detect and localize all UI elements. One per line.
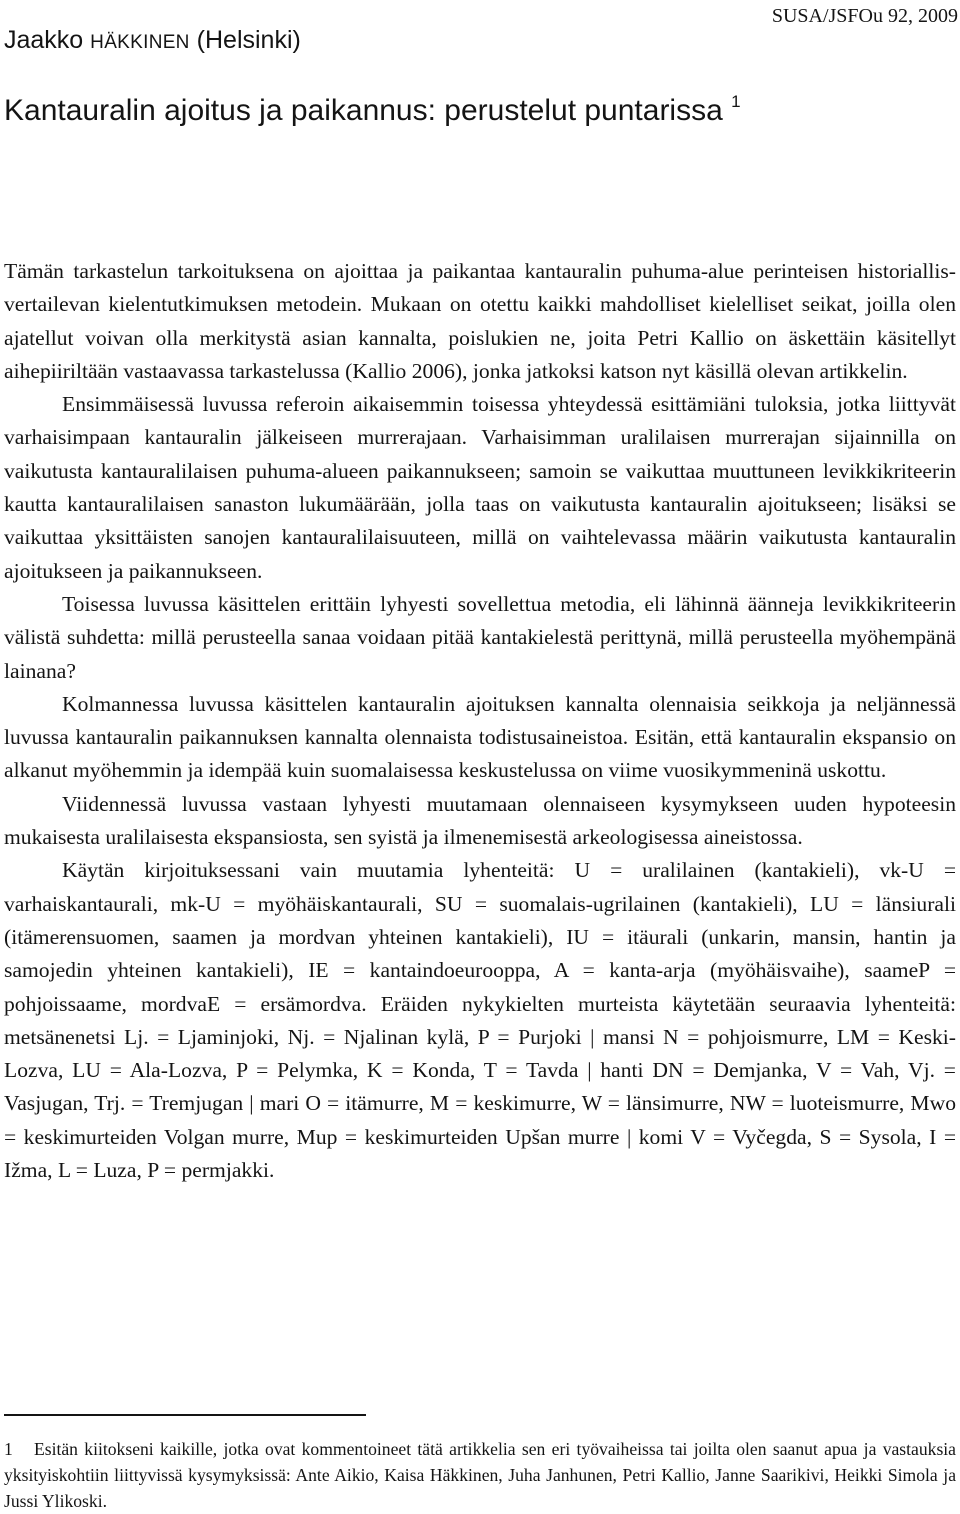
- author-line: [4, 24, 301, 59]
- footnote-text: Esitän kiitokseni kaikille, jotka ovat kommentoineet tätä artikkelia sen eri työvaiheissa tai joilta olen saanut apua ja vastauksia yksityiskohtiin liittyvissä kysymyksissä: Ante Aikio, Kaisa Häkkinen, Juha Janhunen, Petri Kallio, Janne Saarikivi, Heikki Simola ja Jussi Ylikoski.: [4, 1439, 956, 1511]
- paragraph-chapter-one: Ensimmäisessä luvussa referoin aikaisemmin toisessa yhteydessä esittämiäni tuloksia, jotka liittyvät varhaisimpaan kantauralin jälkeiseen murrerajaan. Varhaisimman uralilaisen murrerajan sijainnilla on vaikutusta kantauralilaisen puhuma-alueen paikannukseen; samoin se vaikuttaa muuttuneen levikkikriteerin kautta kantauralilaisen sanaston lukumäärään, jolla taas on vaikutusta kantauralin ajoitukseen; lisäksi se vaikuttaa yksittäisten sanojen kantauralilaisuuteen, millä on vaihtelevassa määrin vaikutusta kantauralin ajoitukseen ja paikannukseen.: [4, 392, 956, 583]
- author-first-name: Jaakko: [4, 26, 91, 54]
- paragraph-abbreviations: Käytän kirjoituksessani vain muutamia lyhenteitä: U = uralilainen (kantakieli), vk-U = varhaiskantaurali, mk-U = myöhäiskantaurali, SU = suomalais-ugrilainen (kantakieli), LU = länsiurali (itämerensuomen, saamen ja mordvan yhteinen kantakieli), IU = itäurali (unkarin, mansin, hantin ja samojedin yhteinen kantakieli), IE = kantaindoeurooppa, A = kanta-arja (myöhäisvaihe), saameP = pohjoissaame, mordvaE = ersämordva. Eräiden nykykielten murteista käytetään seuraavia lyhenteitä: metsänenetsi Lj. = Ljaminjoki, Nj. = Njalinan kylä, P = Purjoki | mansi N = pohjoismurre, LM = Keski-Lozva, LU = Ala-Lozva, P = Pelymka, K = Konda, T = Tavda | hanti DN = Demjanka, V = Vah, Vj. = Vasjugan, Trj. = Tremjugan | mari O = itämurre, M = keskimurre, W = länsimurre, NW = luoteismurre, Mwo = keskimurteiden Volgan murre, Mup = keskimurteiden Upšan murre | komi V = Vyčegda, S = Sysola, I = Ižma, L = Luza, P = permjakki.: [4, 858, 956, 1183]
- footnote-divider: [4, 1414, 366, 1416]
- paragraph-chapters-three-four: Kolmannessa luvussa käsittelen kantauralin ajoituksen kannalta olennaisia seikkoja ja neljännessä luvussa kantauralin paikannuksen kannalta olennaista todistusaineistoa. Esitän, että kantauralin ekspansio on alkanut myöhemmin ja idempää kuin suomalaisessa keskustelussa on viime vuosikymmeninä uskottu.: [4, 691, 956, 783]
- article-title: [4, 91, 741, 131]
- author-last-name: HÄKKINEN: [90, 32, 190, 53]
- paragraph-intro: Tämän tarkastelun tarkoituksena on ajoittaa ja paikantaa kantauralin puhuma-alue perinteisen historiallis-vertailevan kielentutkimuksen metodein. Mukaan on otettu kaikki mahdolliset kielelliset seikat, joilla olen ajatellut voivan olla merkitystä asian kannalta, poislukien ne, joita Petri Kallio on äskettäin käsitellyt aihepiiriltään vastaavassa tarkastelussa (Kallio 2006), jonka jatkoksi katson nyt käsillä olevan artikkelin.: [4, 259, 956, 383]
- article-body: [4, 255, 956, 1187]
- journal-reference: SUSA/JSFOu 92, 2009: [771, 5, 958, 27]
- paragraph-chapter-two: Toisessa luvussa käsittelen erittäin lyhyesti sovellettua metodia, eli lähinnä äänneja levikkikriteerin välistä suhdetta: millä perusteella sanaa voidaan pitää kantakielestä perittynä, millä perusteella myöhempänä lainana?: [4, 591, 956, 683]
- author-affiliation: (Helsinki): [189, 26, 301, 54]
- article-title-text: Kantauralin ajoitus ja paikannus: perustelut puntarissa: [4, 94, 723, 127]
- footnote-number: 1: [4, 1439, 13, 1459]
- title-footnote-marker[interactable]: 1: [731, 92, 741, 111]
- paragraph-chapter-five: Viidennessä luvussa vastaan lyhyesti muutamaan olennaiseen kysymykseen uuden hypoteesin mukaisesta uralilaisesta ekspansiosta, sen syistä ja ilmenemisestä arkeologisessa aineistossa.: [4, 791, 956, 850]
- footnote: [4, 1436, 956, 1514]
